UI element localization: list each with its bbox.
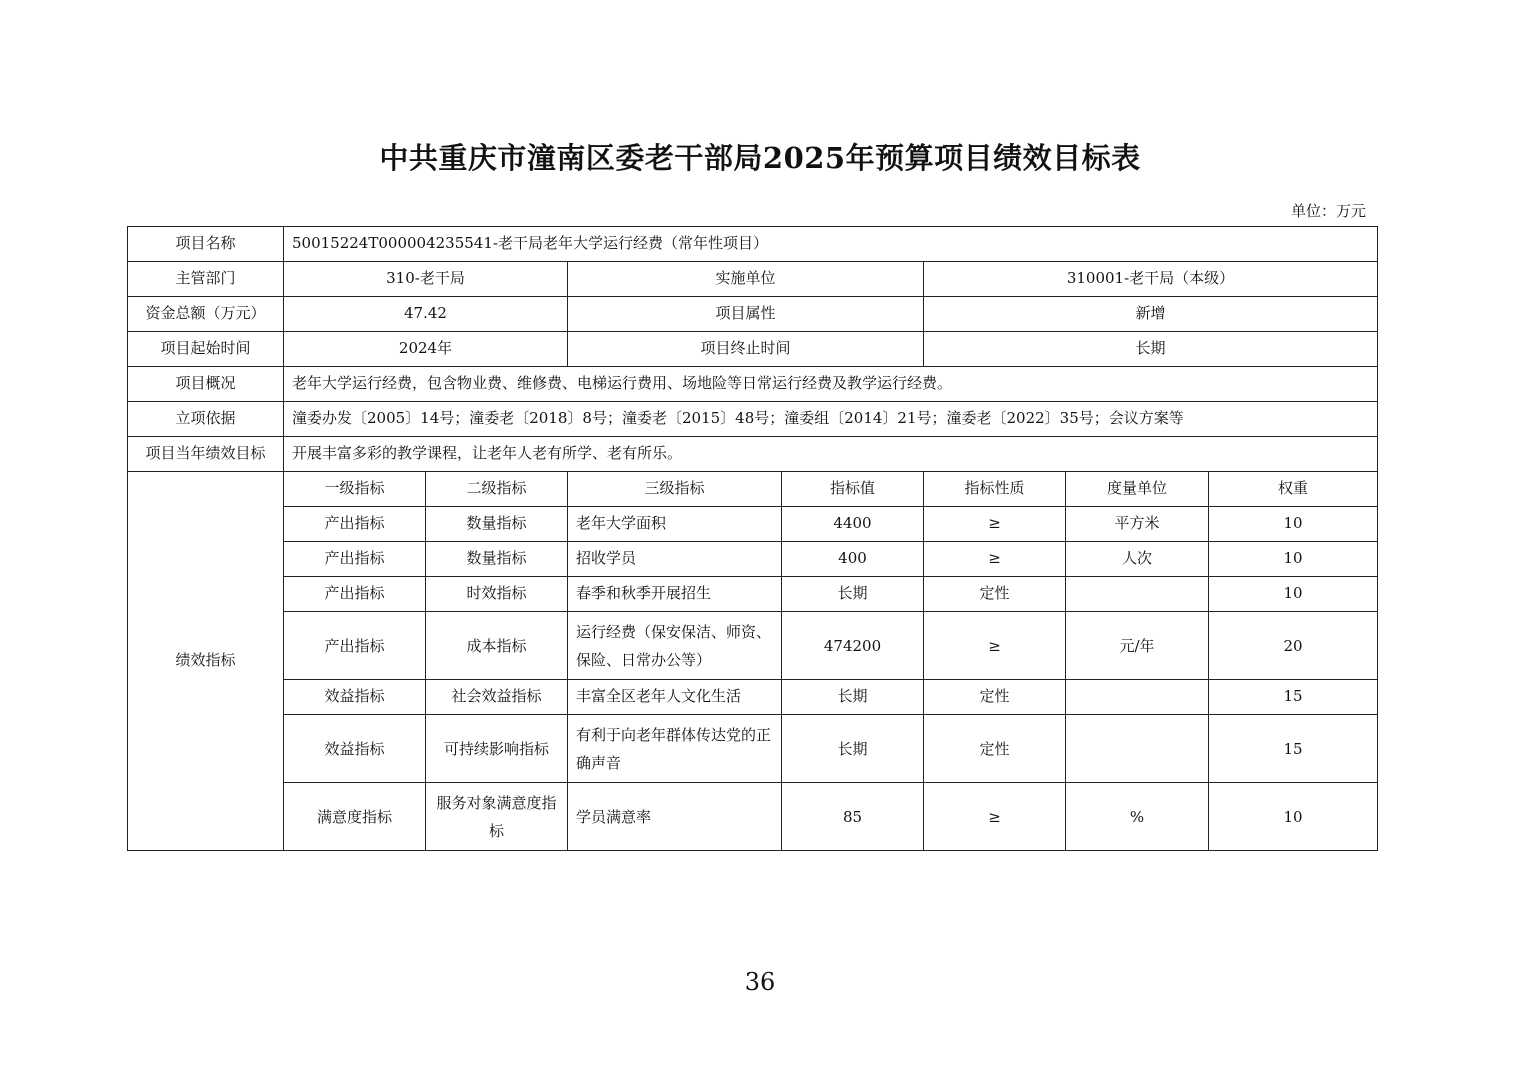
level1-cell: 产出指标	[284, 542, 426, 577]
unit-cell: 元/年	[1066, 612, 1209, 680]
weight-cell: 10	[1209, 577, 1378, 612]
project-name-value: 50015224T000004235541-老干局老年大学运行经费（常年性项目）	[284, 227, 1378, 262]
weight-cell: 10	[1209, 783, 1378, 851]
row-fund	[128, 297, 1378, 332]
basis-label: 立项依据	[128, 402, 284, 437]
end-value: 长期	[924, 332, 1378, 367]
level3-cell: 有利于向老年群体传达党的正确声音	[568, 715, 782, 783]
indicator-row	[128, 612, 1378, 680]
column-header: 指标值	[782, 472, 924, 507]
fund-label: 资金总额（万元）	[128, 297, 284, 332]
page-title: 中共重庆市潼南区委老干部局2025年预算项目绩效目标表	[379, 141, 1141, 175]
level1-cell: 产出指标	[284, 507, 426, 542]
indicator-row	[128, 542, 1378, 577]
goal-label: 项目当年绩效目标	[128, 437, 284, 472]
overview-value: 老年大学运行经费，包含物业费、维修费、电梯运行费用、场地险等日常运行经费及教学运行经费。	[284, 367, 1378, 402]
level1-cell: 产出指标	[284, 612, 426, 680]
goal-value: 开展丰富多彩的教学课程，让老年人老有所学、老有所乐。	[284, 437, 1378, 472]
nature-cell: ≥	[924, 542, 1066, 577]
start-label: 项目起始时间	[128, 332, 284, 367]
weight-cell: 20	[1209, 612, 1378, 680]
attr-label: 项目属性	[568, 297, 924, 332]
impl-label: 实施单位	[568, 262, 924, 297]
level3-cell: 招收学员	[568, 542, 782, 577]
level2-cell: 成本指标	[426, 612, 568, 680]
row-basis	[128, 402, 1378, 437]
unit-cell: 平方米	[1066, 507, 1209, 542]
unit-cell	[1066, 680, 1209, 715]
indicator-row	[128, 715, 1378, 783]
nature-cell: ≥	[924, 507, 1066, 542]
value-cell: 长期	[782, 715, 924, 783]
nature-cell: ≥	[924, 783, 1066, 851]
row-overview	[128, 367, 1378, 402]
level1-cell: 效益指标	[284, 715, 426, 783]
indicator-header-row	[128, 472, 1378, 507]
basis-value: 潼委办发〔2005〕14号；潼委老〔2018〕8号；潼委老〔2015〕48号；潼委组〔2014〕21号；潼委老〔2022〕35号；会议方案等	[284, 402, 1378, 437]
level1-cell: 效益指标	[284, 680, 426, 715]
weight-cell: 15	[1209, 680, 1378, 715]
overview-label: 项目概况	[128, 367, 284, 402]
row-period	[128, 332, 1378, 367]
indicator-row	[128, 680, 1378, 715]
value-cell: 85	[782, 783, 924, 851]
indicator-row	[128, 783, 1378, 851]
start-value: 2024年	[284, 332, 568, 367]
level2-cell: 可持续影响指标	[426, 715, 568, 783]
weight-cell: 10	[1209, 507, 1378, 542]
unit-cell: 人次	[1066, 542, 1209, 577]
column-header: 度量单位	[1066, 472, 1209, 507]
column-header: 权重	[1209, 472, 1378, 507]
level3-cell: 丰富全区老年人文化生活	[568, 680, 782, 715]
value-cell: 长期	[782, 577, 924, 612]
level2-cell: 社会效益指标	[426, 680, 568, 715]
unit-cell: %	[1066, 783, 1209, 851]
unit-cell	[1066, 715, 1209, 783]
level2-cell: 服务对象满意度指标	[426, 783, 568, 851]
value-cell: 400	[782, 542, 924, 577]
column-header: 一级指标	[284, 472, 426, 507]
unit-cell	[1066, 577, 1209, 612]
performance-table	[127, 226, 1378, 851]
level3-cell: 春季和秋季开展招生	[568, 577, 782, 612]
weight-cell: 15	[1209, 715, 1378, 783]
level2-cell: 时效指标	[426, 577, 568, 612]
weight-cell: 10	[1209, 542, 1378, 577]
attr-value: 新增	[924, 297, 1378, 332]
level3-cell: 老年大学面积	[568, 507, 782, 542]
indicator-row	[128, 577, 1378, 612]
level3-cell: 运行经费（保安保洁、师资、保险、日常办公等）	[568, 612, 782, 680]
level2-cell: 数量指标	[426, 542, 568, 577]
nature-cell: 定性	[924, 715, 1066, 783]
end-label: 项目终止时间	[568, 332, 924, 367]
row-project-name	[128, 227, 1378, 262]
value-cell: 4400	[782, 507, 924, 542]
indicators-section-label: 绩效指标	[128, 472, 284, 851]
row-goal	[128, 437, 1378, 472]
project-name-label: 项目名称	[128, 227, 284, 262]
indicator-row	[128, 507, 1378, 542]
unit-label: 单位：万元	[1290, 202, 1366, 220]
dept-value: 310-老干局	[284, 262, 568, 297]
level1-cell: 满意度指标	[284, 783, 426, 851]
page-number: 36	[744, 968, 776, 996]
level2-cell: 数量指标	[426, 507, 568, 542]
value-cell: 长期	[782, 680, 924, 715]
column-header: 二级指标	[426, 472, 568, 507]
value-cell: 474200	[782, 612, 924, 680]
level1-cell: 产出指标	[284, 577, 426, 612]
fund-value: 47.42	[284, 297, 568, 332]
column-header: 三级指标	[568, 472, 782, 507]
row-department	[128, 262, 1378, 297]
nature-cell: 定性	[924, 577, 1066, 612]
column-header: 指标性质	[924, 472, 1066, 507]
dept-label: 主管部门	[128, 262, 284, 297]
nature-cell: 定性	[924, 680, 1066, 715]
impl-value: 310001-老干局（本级）	[924, 262, 1378, 297]
nature-cell: ≥	[924, 612, 1066, 680]
level3-cell: 学员满意率	[568, 783, 782, 851]
